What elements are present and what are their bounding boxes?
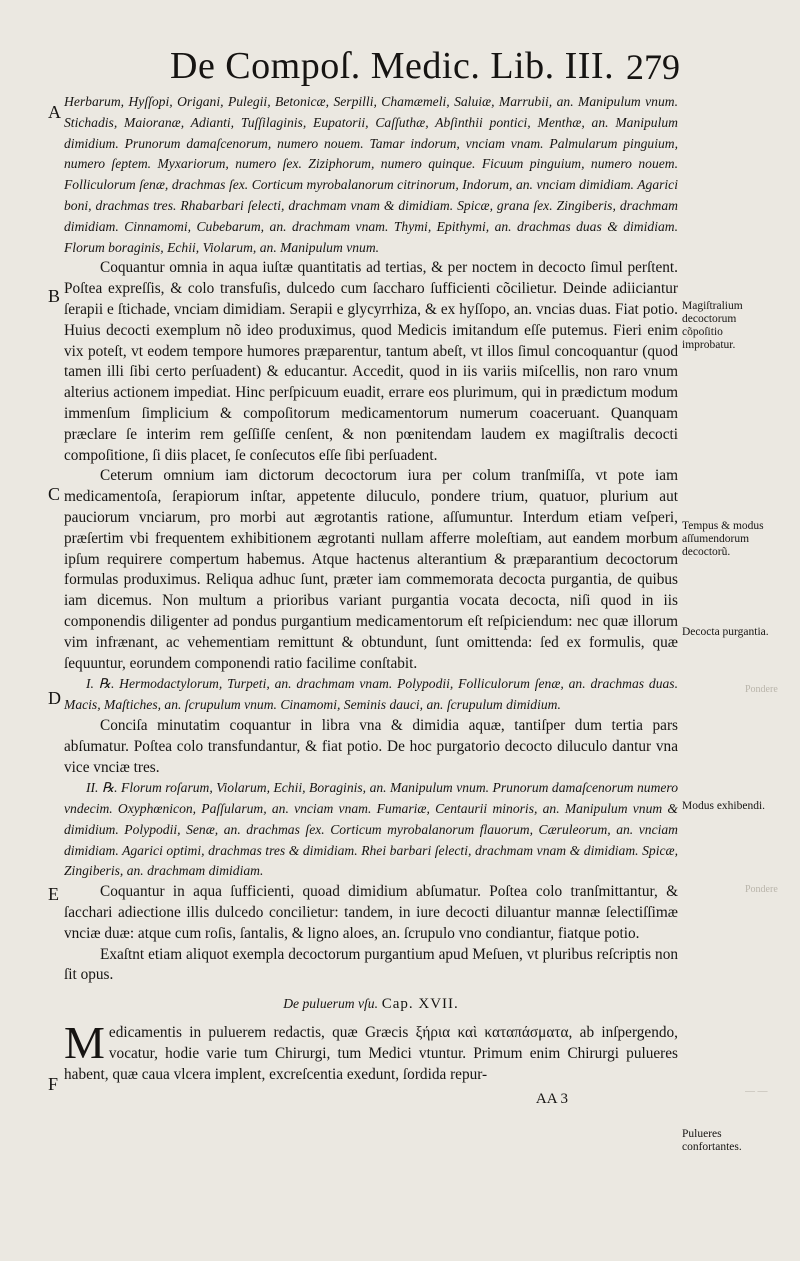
chapter-heading bbox=[64, 994, 678, 1015]
section-letter: E bbox=[48, 884, 59, 904]
recipe-paragraph: I. ℞. Hermodactylorum, Turpeti, an. drachmam vnam. Polypodii, Folliculorum ſenæ, an. drachmas duas. Macis, Maſtiches, an. ſcrupulum vnum. Cinamomi, Seminis dauci, an. ſcrupulum dimidium. bbox=[64, 676, 678, 713]
section-letter: D bbox=[48, 688, 61, 708]
bleed-through-text: — — bbox=[745, 1086, 768, 1097]
bleed-through-text: Pondere bbox=[745, 884, 778, 895]
running-title: De Compoſ. Medic. Lib. III. bbox=[170, 45, 615, 87]
chapter-opening-text: edicamentis in puluerem redactis, quæ Græcis ξήρια καὶ καταπάσματα, ab inſpergendo, vocatur, hodie varie tum Chirurgi, tum Medici vtuntur. Primum enim Chirurgi pulueres habent, quæ caua vlcera implent, excreſcentia exedunt, ſordida repur- bbox=[64, 1024, 678, 1083]
section-letter: A bbox=[48, 102, 61, 122]
margin-note: Decocta purgantia. bbox=[682, 626, 769, 638]
signature-mark: AA 3 bbox=[535, 1091, 568, 1108]
chapter-title: De puluerum vſu. bbox=[283, 996, 378, 1012]
body-paragraph: Conciſa minutatim coquantur in libra vna & dimidia aquæ, tantiſper dum tertia pars abſumatur. Poſtea colo transfundantur, & fiat potio. De hoc purgatorio decocto diluculo dantur vna vice vnciæ tres. bbox=[64, 716, 678, 776]
margin-note: Modus exhibendi. bbox=[682, 800, 766, 812]
body-paragraph: Coquantur omnia in aqua iuſtæ quantitatis ad tertias, & per noctem in decocto ſimul perſtent. Poſtea expreſſis, & colo transfuſis, dulcedo cum ſaccharo ſufficienti cõcilietur. Deinde adiiciantur ſerapii e ſtichade, vnciam dimidiam. Serapii e glycyrrhiza, & ex hyſſopo, an. vncias duas. Fiat potio. Huius decocti exemplum nõ ideo produximus, quod Medicis imitandum eſſe putemus. Fieri enim vix poteſt, vt eodem tempore humores præparentur, tantum abeſt, vt illos ſimul concoquantur (quod tamen illi ſibi certo perſuadent) & educantur. Accedit, quod in iis variis miſcellis, non raro vnum alterius actionem impediat. Hinc perſpicuum euadit, errare eos plurimum, qui in prædictum modum immenſum ſimplicium & compoſitorum medicamentorum numerum coaceruant. Quanquam præclare ſe interim rem geſſiſſe cenſent, & non pœnitendam laudem ex magiſtralis decocti compoſitione, ſi diis placet, ſe conſecutos eſſe ſibi perſuadent. bbox=[64, 259, 678, 464]
recipe-paragraph: II. ℞. Florum roſarum, Violarum, Echii, Boraginis, an. Manipulum vnum. Prunorum damaſcenorum numero vndecim. Oxyphœnicon, Paſſularum, an. vnciam vnam. Fumariæ, Centaurii minoris, an. Manipulum vnum & dimidium. Polypodii, Senæ, an. drachmas ſex. Corticum myrobalanorum flauorum, Cæruleorum, an. vnciam dimidiam. Agarici optimi, drachmas tres & dimidiam. Rhei barbari ſelecti, drachmam vnam & dimidiam. Spicæ, Zingiberis, an. drachmam dimidiam. bbox=[64, 780, 678, 879]
body-paragraph: Ceterum omnium iam dictorum decoctorum iura per colum tranſmiſſa, vt pote iam medicamentoſa, ſerapiorum inſtar, appetente diluculo, pondere trium, quatuor, plurium aut pauciorum vnciarum, pro morbi aut ægrotantis ratione, aſſumuntur. Interdum etiam veſperi, præſertim vbi frequentem exhibitionem ægrotanti nullam afferre moleſtiam, aut eandem morbum ipſum requirere compertum habemus. Atque hactenus alterantium & præparantium decoctorum formulas produximus. Reliqua adhuc ſunt, præter iam commemorata decocta purgantia, de quibus iam dicemus. Non multum a prioribus variant purgantia vocata decocta, niſi quod in iis componendis diligenter ad pondus purgantium medicamentorum eſt reſpiciendum: nec quæ illorum vim infrænant, ac vehementiam remittunt & obtundunt, ſunt omittenda: ſed ex formulis, quæ ſequuntur, eorundem componendi ratio facilime conſtabit. bbox=[64, 467, 678, 672]
section-letter: B bbox=[48, 286, 61, 306]
page-number: 279 bbox=[626, 47, 680, 87]
margin-note: Tempus & modus aſſumendorum decoctorũ. bbox=[682, 520, 764, 558]
chapter-number: Cap. XVII. bbox=[381, 996, 459, 1013]
running-header bbox=[170, 44, 690, 92]
section-letter: C bbox=[48, 484, 61, 504]
main-text-column bbox=[64, 92, 678, 1110]
drop-cap: M bbox=[64, 1017, 105, 1069]
body-paragraph bbox=[64, 1017, 678, 1085]
recipe-paragraph: Herbarum, Hyſſopi, Origani, Pulegii, Betonicæ, Serpilli, Chamæmeli, Saluiæ, Marrubii, an. Manipulum vnum. Stichadis, Maioranæ, Adianti, Tuſſilaginis, Eupatorii, Caſſuthæ, Abſinthii pontici, Menthæ, an. Manipulum dimidium. Prunorum damaſcenorum, numero nouem. Tamar indorum, vnciam vnam. Palmularum pinguium, numero ſeptem. Myxariorum, numero ſex. Ziziphorum, numero quinque. Ficuum pinguium, numero nouem. Folliculorum ſenæ, drachmas ſex. Corticum myrobalanorum citrinorum, Indorum, an. vnciam dimidiam. Agarici boni, drachmas tres. Rhabarbari ſelecti, drachmam vnam & dimidiam. Spicæ, grana ſex. Zingiberis, drachmam dimidiam. Cinnamomi, Cubebarum, an. drachmam vnam. Thymi, Epithymi, an. drachmas duas & dimidiam. Florum boraginis, Echii, Violarum, an. Manipulum vnum. bbox=[64, 94, 678, 255]
margin-note: Magiſtralium decoctorum cõpoſitio improbatur. bbox=[682, 300, 743, 351]
section-letter: F bbox=[48, 1074, 59, 1094]
body-paragraph: Exaſtnt etiam aliquot exempla decoctorum purgantium apud Meſuen, vt pluribus reſcriptis non ſit opus. bbox=[64, 945, 678, 984]
margin-note: Pulueres confortantes. bbox=[682, 1128, 742, 1153]
body-paragraph: Coquantur in aqua ſufficienti, quoad dimidium abſumatur. Poſtea colo tranſmittantur, & ſacchari adiectione illis dulcedo concilietur: tandem, in iure decocti diluantur mannæ ſelectiſſimæ vnciæ duæ: atque cum roſis, ſantalis, & ligno aloes, an. ſcrupulo vno condiantur, fiatque potio. bbox=[64, 883, 678, 942]
bleed-through-text: Pondere bbox=[745, 684, 778, 695]
